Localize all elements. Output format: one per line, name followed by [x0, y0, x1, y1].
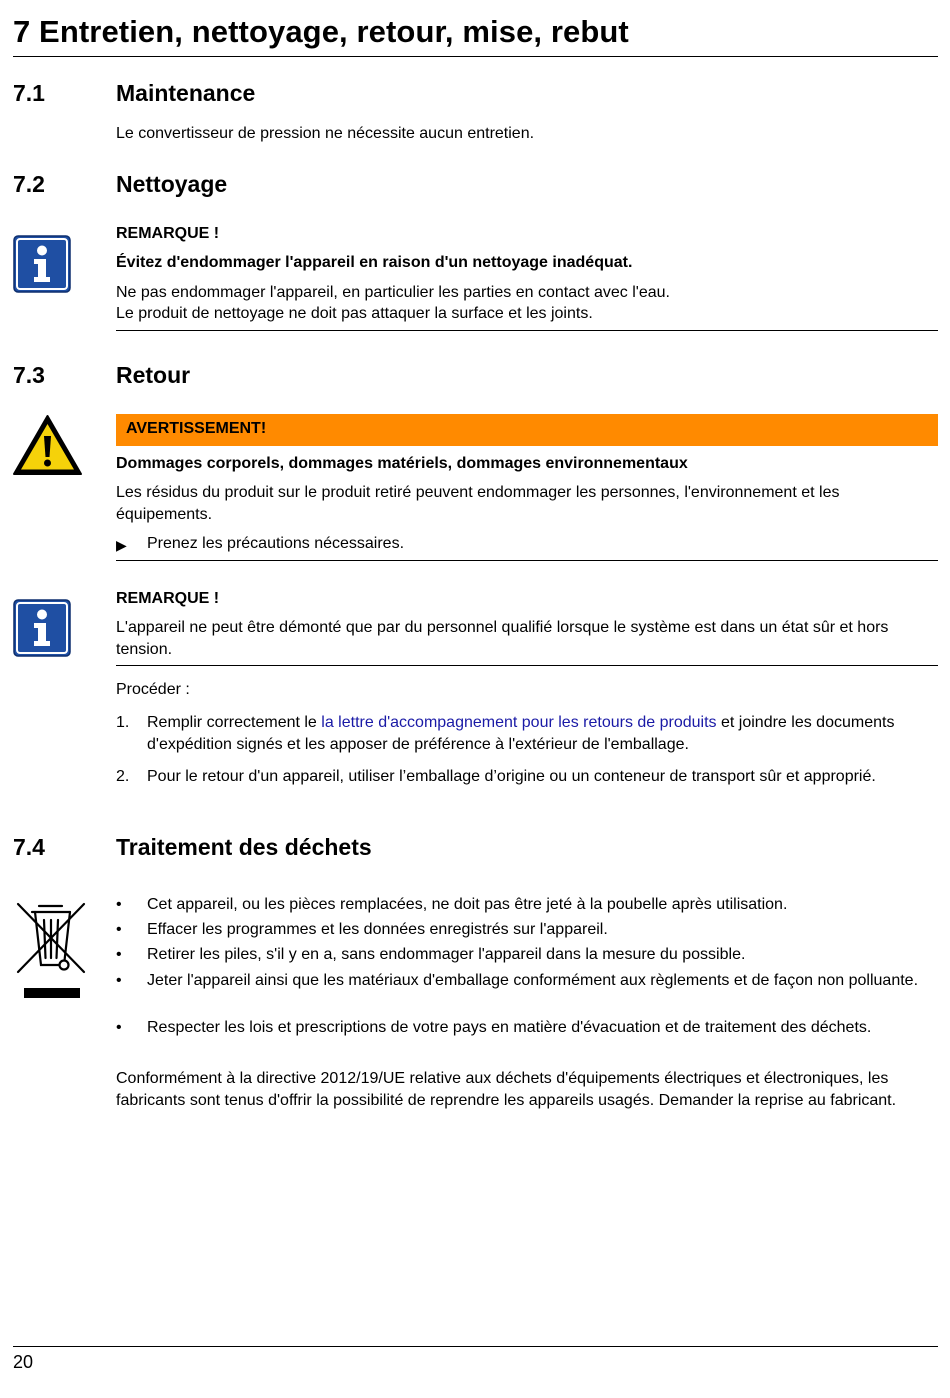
bullet-text: Respecter les lois et prescriptions de votre pays en matière d'évacuation et de traitement des déchets.	[147, 1019, 872, 1036]
section-number-7-1: 7.1	[13, 80, 45, 106]
step-number: 1.	[116, 714, 130, 731]
info-icon	[13, 599, 71, 662]
chapter-title: 7 Entretien, nettoyage, retour, mise, rebut	[13, 14, 629, 49]
section-title-dechets: Traitement des déchets	[116, 834, 372, 860]
step-number: 2.	[116, 768, 130, 785]
list-item	[116, 919, 938, 941]
step-text	[147, 712, 938, 756]
note-label: REMARQUE !	[116, 590, 220, 607]
page-number: 20	[13, 1352, 34, 1372]
list-item	[116, 712, 938, 756]
list-item	[116, 766, 938, 810]
list-item	[116, 1017, 938, 1061]
step-text-after: et joindre les documents d'expédition signés et les apposer de préférence à l'extérieur de l'emballage.	[147, 714, 895, 753]
footer-divider	[13, 1346, 938, 1347]
section-number-7-4: 7.4	[13, 834, 45, 860]
return-letter-link[interactable]: la lettre d'accompagnement pour les retours de produits	[321, 714, 717, 731]
warning-action-text: Prenez les précautions nécessaires.	[147, 535, 405, 552]
bullet-text: Jeter l'appareil ainsi que les matériaux d'emballage conformément aux règlements et de façon non polluante.	[147, 972, 919, 989]
bullet-text: Cet appareil, ou les pièces remplacées, ne doit pas être jeté à la poubelle après utilisation.	[147, 896, 788, 913]
note-label: REMARQUE !	[116, 225, 220, 242]
step-text: Pour le retour d'un appareil, utiliser l’emballage d’origine ou un conteneur de transport sûr et approprié.	[147, 768, 876, 785]
note-divider	[116, 330, 938, 331]
section-number-7-2: 7.2	[13, 171, 45, 197]
info-icon	[13, 235, 71, 298]
bullet-icon: •	[116, 921, 122, 938]
arrow-icon: ▶	[116, 537, 127, 553]
warning-triangle-icon	[12, 414, 83, 481]
section-number-7-3: 7.3	[13, 362, 45, 388]
header-divider	[13, 56, 938, 57]
list-item	[116, 894, 938, 916]
bullet-text: Effacer les programmes et les données enregistrés sur l'appareil.	[147, 921, 608, 938]
weee-crossed-bin-icon	[14, 900, 88, 1007]
list-item	[116, 970, 938, 1014]
note-heading: Évitez d'endommager l'appareil en raison d'un nettoyage inadéquat.	[116, 254, 633, 271]
warning-divider	[116, 560, 938, 561]
step-text-before: Remplir correctement le	[147, 714, 322, 731]
warning-text: Les résidus du produit sur le produit retiré peuvent endommager les personnes, l'environnement et les équipements.	[116, 484, 840, 523]
list-item	[116, 944, 938, 966]
bullet-text: Retirer les piles, s'il y en a, sans endommager l'appareil dans la mesure du possible.	[147, 946, 746, 963]
warning-heading: Dommages corporels, dommages matériels, dommages environnementaux	[116, 455, 688, 472]
bullet-icon: •	[116, 946, 122, 963]
warning-banner	[116, 414, 938, 446]
bullet-icon: •	[116, 972, 122, 989]
section-title-nettoyage: Nettoyage	[116, 171, 228, 197]
note-divider	[116, 665, 938, 666]
bullet-icon: •	[116, 1019, 122, 1036]
note-text: L'appareil ne peut être démonté que par du personnel qualifié lorsque le système est dans un état sûr et hors tension.	[116, 619, 889, 658]
warning-label: AVERTISSEMENT!	[126, 420, 267, 437]
section-title-maintenance: Maintenance	[116, 80, 256, 106]
maintenance-text: Le convertisseur de pression ne nécessite aucun entretien.	[116, 125, 535, 142]
note-line: Le produit de nettoyage ne doit pas attaquer la surface et les joints.	[116, 305, 593, 322]
section-title-retour: Retour	[116, 362, 191, 388]
weee-directive-text: Conformément à la directive 2012/19/UE relative aux déchets d'équipements électriques et électroniques, les fabricants sont tenus d'offrir la possibilité de reprendre les appareils usagés. Demander la reprise au fabricant.	[116, 1070, 897, 1109]
note-line: Ne pas endommager l'appareil, en particulier les parties en contact avec l'eau.	[116, 284, 670, 301]
procedure-label: Procéder :	[116, 681, 190, 698]
bullet-icon: •	[116, 896, 122, 913]
